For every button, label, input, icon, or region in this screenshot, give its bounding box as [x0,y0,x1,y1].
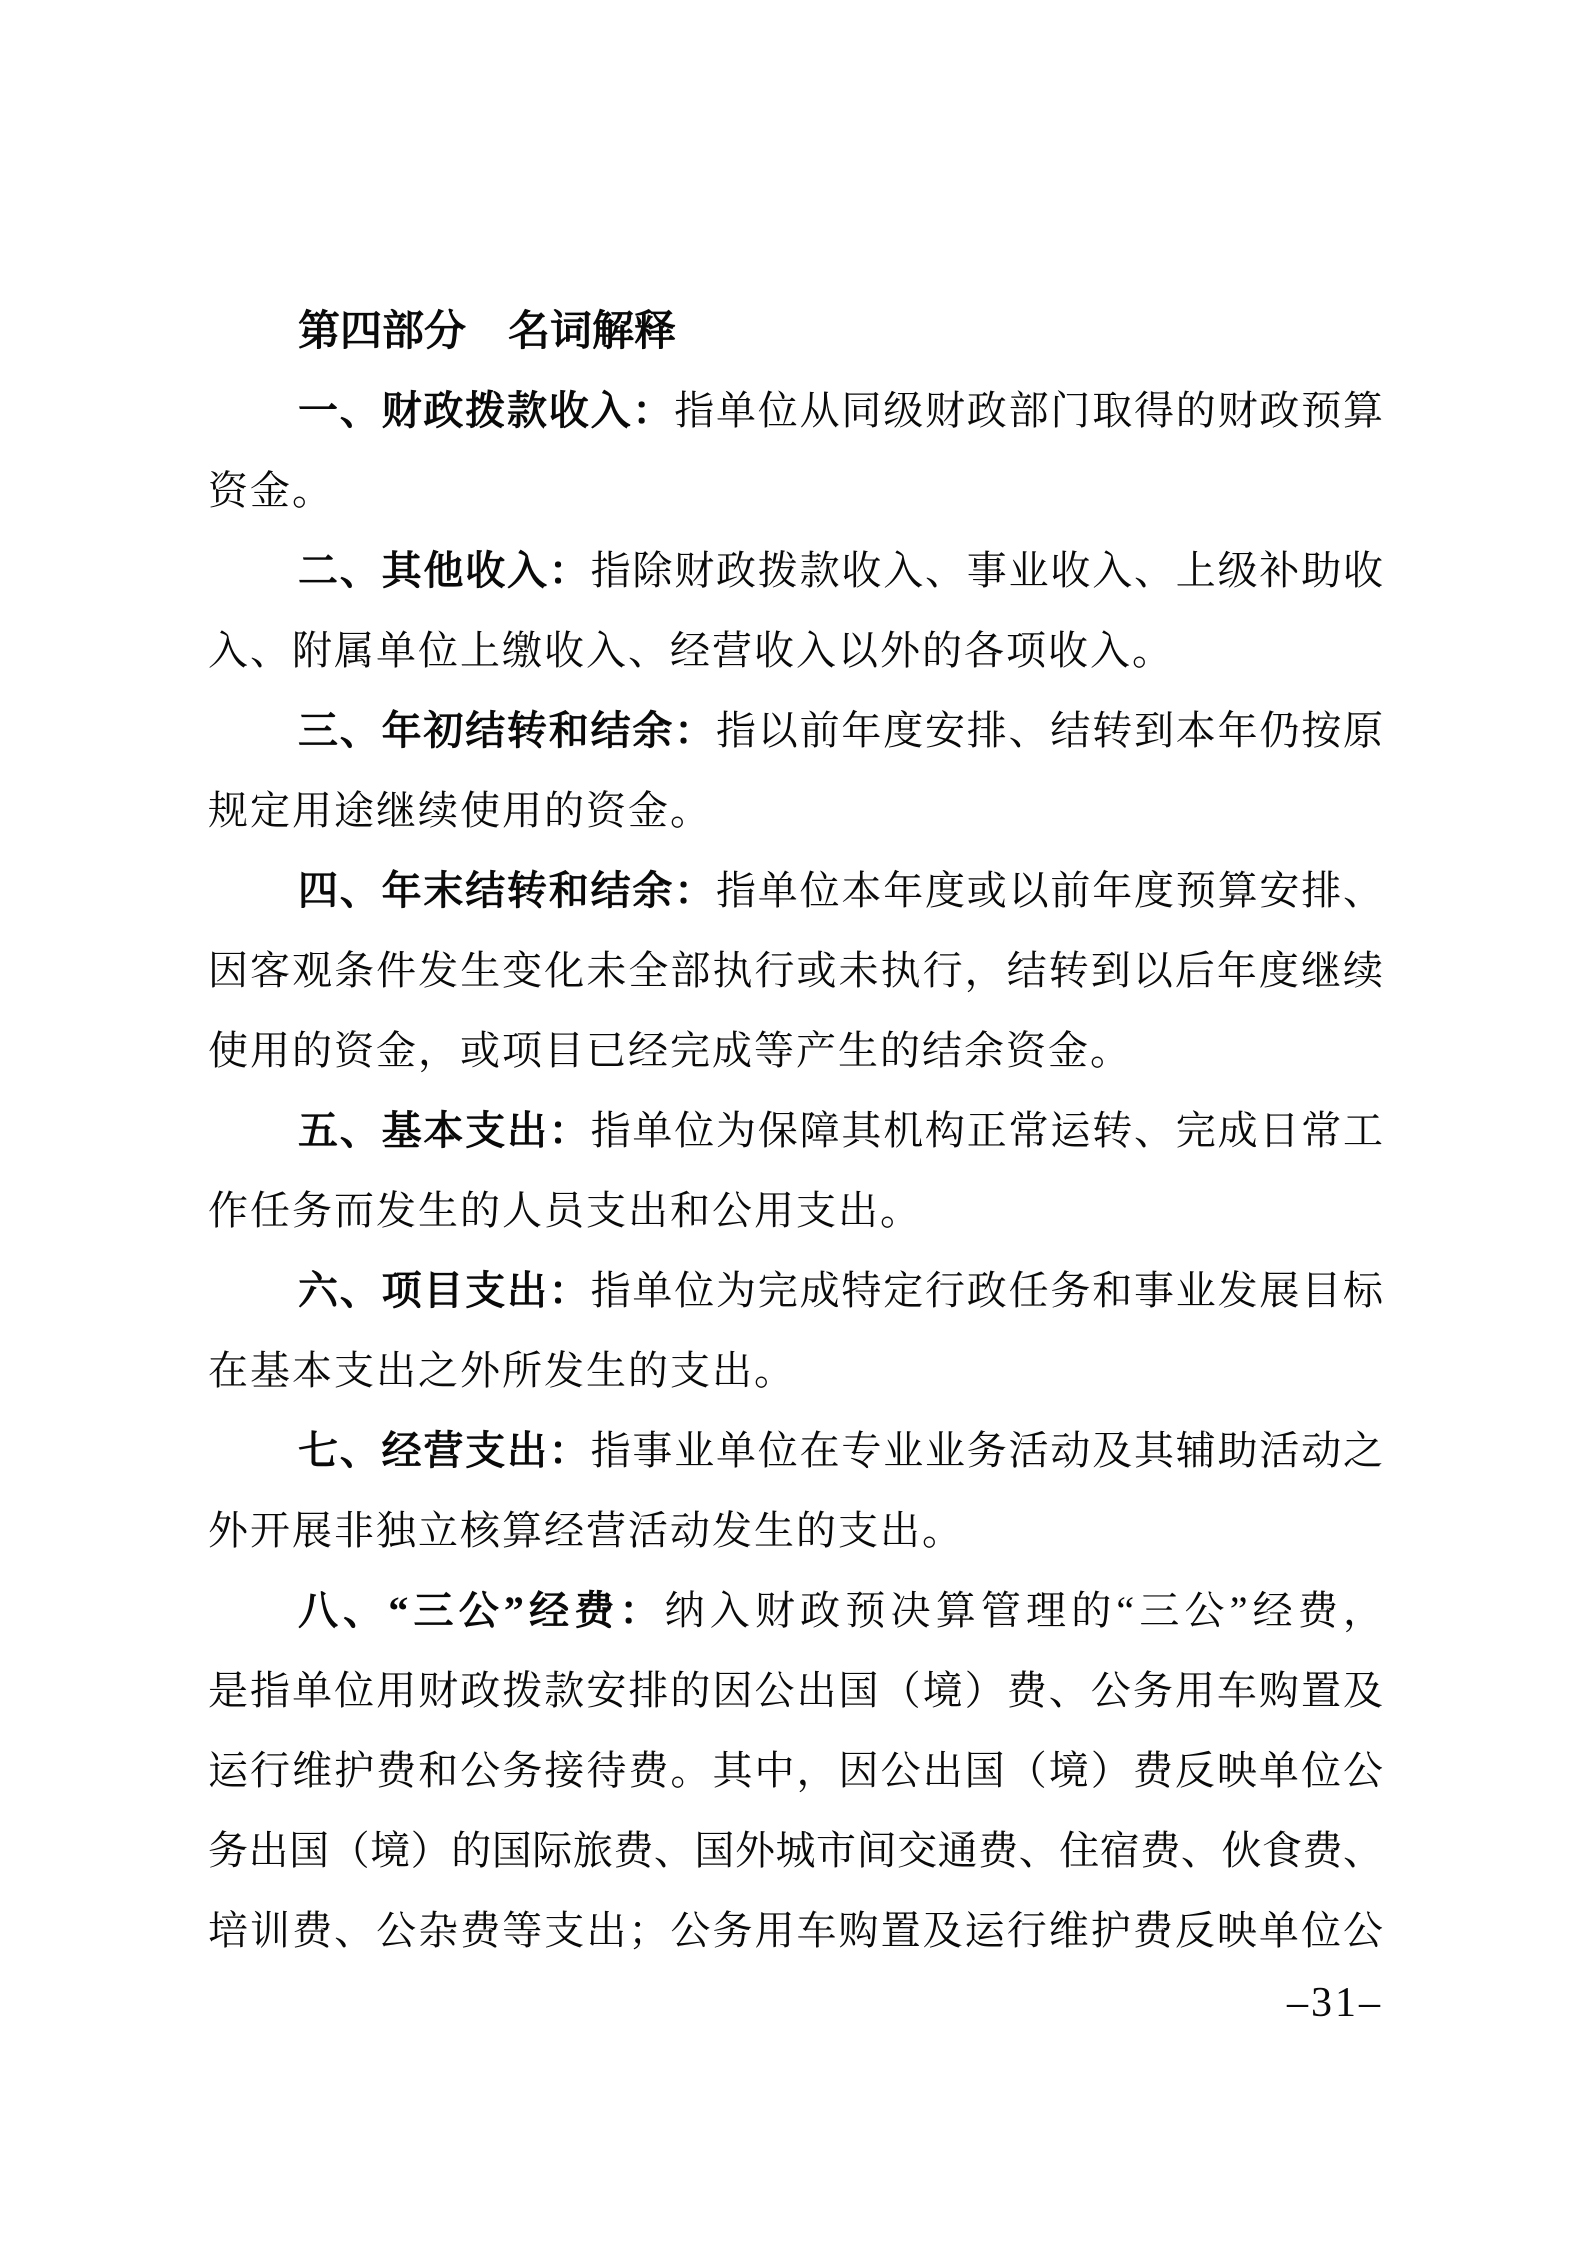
definition-line: 运行维护费和公务接待费。其中，因公出国（境）费反映单位公 [208,1748,1383,1793]
term-lead: 六、项目支出： [298,1268,591,1313]
term-lead: 二、其他收入： [298,548,591,593]
definition-line: 作任务而发生的人员支出和公用支出。 [208,1188,922,1233]
definition-text: 指除财政拨款收入、事业收入、上级补助收 [590,548,1384,593]
definition-item-3 [208,691,1383,851]
definition-line: 规定用途继续使用的资金。 [208,788,712,833]
definition-line [208,851,1383,931]
definition-text: 指单位本年度或以前年度预算安排、 [716,868,1383,913]
definition-line [208,1091,1383,1171]
definition-line [208,531,1383,611]
definition-item-2 [208,531,1383,691]
definition-item-5 [208,1091,1383,1251]
term-lead: 一、财政拨款收入： [298,388,675,433]
definition-line [208,691,1383,771]
definition-text: 指事业单位在专业业务活动及其辅助活动之 [590,1428,1384,1473]
definition-line: 入、附属单位上缴收入、经营收入以外的各项收入。 [208,628,1174,673]
definition-text: 纳入财政预决算管理的“三公”经费， [664,1588,1384,1633]
term-lead: 四、年末结转和结余： [298,868,716,913]
section-heading: 第四部分 名词解释 [298,307,677,354]
definition-line: 资金。 [208,468,334,513]
definition-text: 指以前年度安排、结转到本年仍按原 [716,708,1383,753]
term-lead: 八、“三公”经费： [298,1588,665,1633]
definition-line [208,1251,1383,1331]
page-number: –31– [1287,1980,1383,2026]
definition-line [208,1411,1383,1491]
definition-item-8 [208,1571,1383,1971]
definition-line: 务出国（境）的国际旅费、国外城市间交通费、住宿费、伙食费、 [208,1828,1383,1873]
definition-line [208,1571,1383,1651]
definition-item-7 [208,1411,1383,1571]
definition-line [208,371,1383,451]
definition-item-4 [208,851,1383,1091]
definition-item-1 [208,371,1383,531]
definition-text: 指单位从同级财政部门取得的财政预算 [674,388,1384,433]
term-lead: 五、基本支出： [298,1108,591,1153]
definition-line: 是指单位用财政拨款安排的因公出国（境）费、公务用车购置及 [208,1668,1383,1713]
definition-text: 指单位为保障其机构正常运转、完成日常工 [590,1108,1384,1153]
definition-line: 在基本支出之外所发生的支出。 [208,1348,796,1393]
page-content [208,291,1383,1971]
definition-line: 使用的资金，或项目已经完成等产生的结余资金。 [208,1028,1132,1073]
definition-line: 因客观条件发生变化未全部执行或未执行，结转到以后年度继续 [208,948,1383,993]
term-lead: 七、经营支出： [298,1428,591,1473]
definition-line: 培训费、公杂费等支出；公务用车购置及运行维护费反映单位公 [208,1908,1383,1953]
term-lead: 三、年初结转和结余： [298,708,716,753]
definition-item-6 [208,1251,1383,1411]
definition-line: 外开展非独立核算经营活动发生的支出。 [208,1508,964,1553]
definition-text: 指单位为完成特定行政任务和事业发展目标 [590,1268,1384,1313]
